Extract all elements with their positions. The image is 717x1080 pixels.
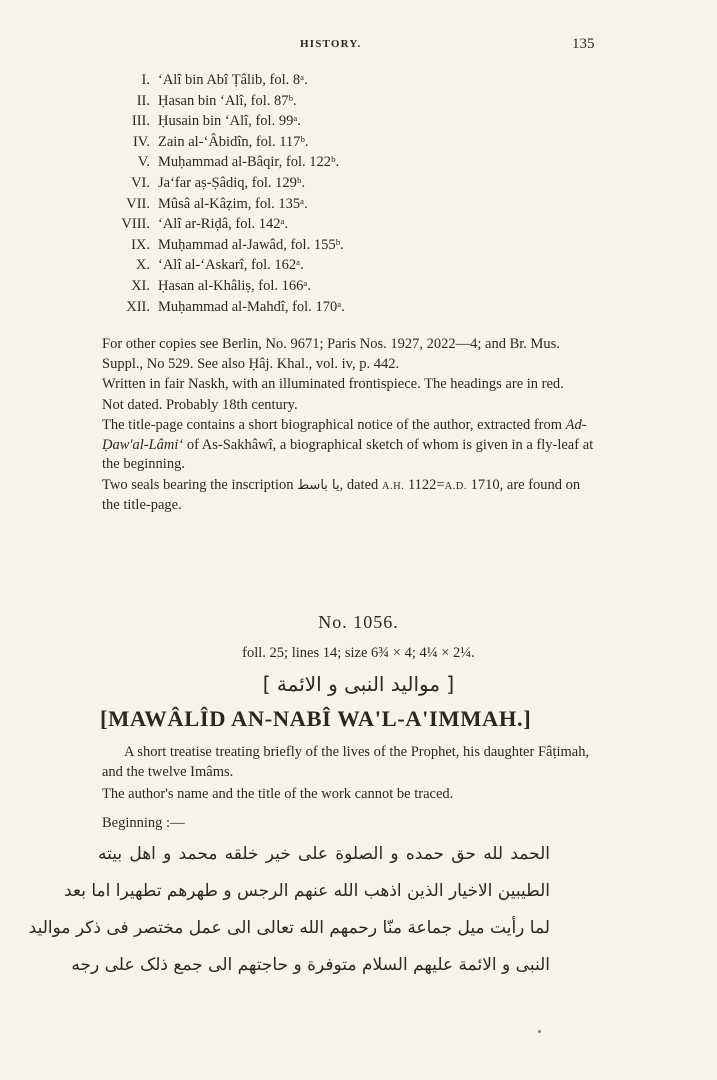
work-title: [MAWÂLÎD AN-NABÎ WA'L-A'IMMAH.] — [100, 706, 532, 731]
chapter-number: X. — [135, 257, 150, 274]
era-ad: A.D. — [444, 480, 468, 492]
chapter-item — [100, 214, 620, 235]
chapter-text: Ja‘far aṣ-Ṣâdiq, fol. 129ᵇ. — [158, 174, 306, 191]
paper-speck — [538, 1030, 541, 1033]
title-page-text-b: of As-Sakhâwî, a biographical sketch of whom is given in a fly-leaf at the beginning. — [102, 436, 594, 472]
chapter-text: Ḥusain bin ‘Alî, fol. 99ᵃ. — [158, 113, 301, 130]
chapter-number: IV. — [132, 133, 150, 150]
running-head: HISTORY. — [300, 38, 362, 50]
chapter-text: ‘Alî ar-Riḍâ, fol. 142ᵃ. — [158, 216, 289, 233]
chapter-item — [100, 255, 620, 276]
seals-text-b: , dated — [339, 476, 382, 493]
description-contents: A short treatise treating briefly of the lives of the Prophet, his daughter Fâṭimah, and the twelve Imâms. — [102, 744, 590, 780]
chapter-item — [100, 297, 620, 318]
seals-text-a: Two seals bearing the inscription — [102, 476, 298, 493]
entry-number: No. 1056. — [318, 612, 399, 632]
chapter-number: I. — [141, 72, 150, 88]
chapter-number: VIII. — [121, 216, 150, 233]
arabic-incipit-line: لما رأیت میل جماعة منّا رحمهم الله تعالی الی عمل مختصر فی ذکر موالید — [28, 918, 550, 938]
chapter-text: Muḥammad al-Bâqir, fol. 122ᵇ. — [158, 154, 340, 171]
script-note: Written in fair Naskh, with an illuminated frontispiece. The headings are in red. — [102, 376, 564, 392]
seals-text-c: 1122= — [404, 476, 445, 493]
chapter-text: Muḥammad al-Mahdî, fol. 170ᵃ. — [158, 298, 345, 315]
chapter-number: VI. — [131, 174, 150, 191]
chapter-list — [100, 70, 620, 317]
chapter-item — [100, 152, 620, 173]
seals-text-d: 1710, are found on the title-page. — [102, 476, 581, 513]
entry-description — [102, 742, 598, 806]
chapter-item — [100, 235, 620, 256]
chapter-number: XI. — [131, 277, 150, 294]
copies-note: For other copies see Berlin, No. 9671; Paris Nos. 1927, 2022—4; and Br. Mus. Suppl., No 529. See also Ḥâj. Khal., vol. iv, p. 442. — [102, 336, 560, 372]
page-number: 135 — [572, 36, 595, 52]
chapter-number: XII. — [126, 298, 150, 315]
arabic-incipit-line: الحمد لله حق حمده و الصلوة علی خیر خلقه محمد و اهل بیته — [98, 844, 550, 864]
chapter-text: Ḥasan bin ‘Alî, fol. 87ᵇ. — [158, 92, 297, 109]
chapter-number: III. — [131, 113, 150, 130]
chapter-number: IX. — [131, 236, 150, 253]
chapter-number: VII. — [126, 195, 150, 212]
seal-inscription-arabic: يا باسط — [297, 477, 340, 493]
arabic-incipit-line: الطیبین الاخیار الذین اذهب الله عنهم الرجس و طهرهم تطهیرا اما بعد — [64, 881, 550, 901]
description-author-note: The author's name and the title of the work cannot be traced. — [102, 786, 454, 802]
chapter-item — [100, 111, 620, 132]
chapter-text: ‘Alî al-‘Askarî, fol. 162ᵃ. — [158, 257, 304, 274]
chapter-item — [100, 70, 620, 91]
chapter-text: Zain al-‘Âbidîn, fol. 117ᵇ. — [158, 133, 309, 150]
arabic-incipit-line: النبی و الائمة علیهم السلام متوفرة و حاجتهم الی جمع ذلک علی رجه — [71, 955, 550, 975]
chapter-item — [100, 132, 620, 153]
chapter-text: Muḥammad al-Jawâd, fol. 155ᵇ. — [158, 236, 344, 253]
title-page-text-a: The title-page contains a short biographical notice of the author, extracted from — [102, 417, 566, 433]
beginning-label: Beginning :— — [102, 815, 185, 831]
chapter-item — [100, 173, 620, 194]
entry-physical-description: foll. 25; lines 14; size 6¾ × 4; 4¼ × 2¼. — [242, 645, 475, 661]
arabic-work-title: [ موالید النبی و الائمة ] — [262, 672, 455, 696]
date-note: Not dated. Probably 18th century. — [102, 396, 298, 413]
work-title-italic: Ad-Ḍaw'al-Lâmi‘ — [102, 417, 587, 453]
seals-note — [102, 476, 598, 516]
previous-entry-notes — [102, 335, 598, 517]
chapter-number: V. — [137, 154, 150, 171]
title-page-note — [102, 416, 598, 475]
chapter-text: Mûsâ al-Kâẓim, fol. 135ᵃ. — [158, 195, 308, 212]
chapter-text: ‘Alî bin Abî Ṭâlib, fol. 8ᵃ. — [158, 72, 308, 88]
chapter-item — [100, 194, 620, 215]
chapter-item — [100, 276, 620, 297]
chapter-item — [100, 91, 620, 112]
chapter-text: Ḥasan al-Khâliṣ, fol. 166ᵃ. — [158, 277, 311, 294]
era-ah: A.H. — [381, 480, 405, 492]
arabic-incipit — [28, 836, 550, 984]
chapter-number: II. — [136, 92, 150, 109]
